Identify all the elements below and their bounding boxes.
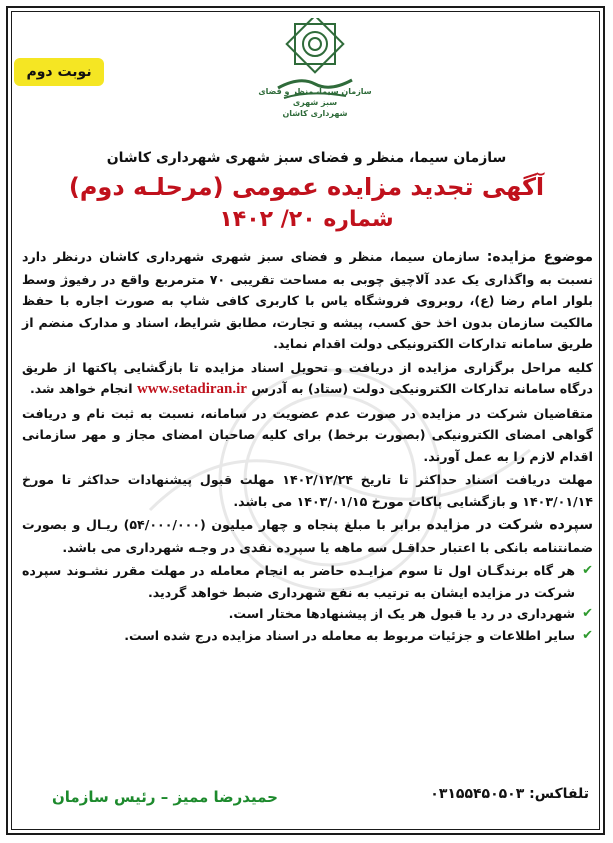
- list-item: [22, 625, 593, 647]
- fax-row: [430, 786, 589, 802]
- signature: حمیدرضا ممیز – رئیس سازمان: [52, 788, 278, 806]
- deposit-paragraph: [22, 514, 593, 558]
- bullet-text: هر گاه برندگـان اول تا سوم مزایـده حاضر به انجام معامله در مهلت مقرر نشـوند سپرده شرکت در مزایده ایشان به ترتیب به نفع شهرداری ضبط خواهد گردید.: [22, 563, 575, 600]
- subject-text: سازمان سیما، منظر و فضای سبز شهری شهرداری کاشان درنظر دارد نسبت به واگذاری یک عدد آلاچیق چوبی به مساحت تقریبی ۷۰ مترمربع واقع در رفیوژ وسط بلوار امام رضا (ع)، روبروی فروشگاه یاس با کاربری کافی شاپ به صورت اجاره با حفظ مالکیت سازمان بدون اخذ حق کسب، پیشه و تجارت، مطابق شرایط، اسناد و مدارک منضم از طریق سامانه تدارکات الکترونیکی دولت اقدام نماید.: [22, 249, 593, 351]
- check-icon: ✔: [582, 627, 593, 643]
- register-paragraph: متقاضیان شرکت در مزایده در صورت عدم عضویت در سامانه، نسبت به ثبت نام و دریافت گواهی امضای الکترونیکی (بصورت برخط) برای کلیه صاحبان امضای مجاز و مهر سازمانی اقدام لازم را به عمل آورند.: [22, 405, 593, 464]
- process-tail: انجام خواهد شد.: [29, 381, 137, 396]
- deposit-lead: سپرده شرکت در مزایده: [426, 517, 593, 533]
- fax-number: ۰۳۱۵۵۴۵۰۵۰۳: [430, 786, 525, 802]
- deposit-text: برابر با مبلغ پنجاه و چهار میلیون (۵۴/۰۰۰/۰۰۰) ریـال و بصورت ضمانتنامه بانکی با اعتبار حداقـل سه ماهه یا سپرده نقدی در وجـه شهرداری می باشد.: [22, 517, 593, 555]
- notice-number: شماره ۲۰/ ۱۴۰۲: [219, 207, 394, 232]
- subject-lead: موضوع مزایده:: [486, 249, 594, 265]
- logo-text: [250, 86, 380, 119]
- notice-body: [22, 246, 593, 646]
- subject-paragraph: [22, 246, 593, 355]
- check-icon: ✔: [582, 563, 593, 578]
- fax-label: تلفاکس:: [529, 786, 589, 802]
- organization-title: سازمان سیما، منظر و فضای سبز شهری شهرداری کاشان: [106, 150, 507, 166]
- round-badge: نوبت دوم: [14, 58, 104, 86]
- process-text: کلیه مراحل برگزاری مزایده از دریافت و تحویل اسناد مزایده تا بازگشایی پاکتها از طریق درگاه سامانه تدارکات الکترونیکی دولت (ستاد) به آدرس: [22, 359, 593, 396]
- headline: آگهی تجدید مزایده عمومی (مرحلـه دوم): [68, 173, 545, 201]
- logo-text-sub: شهرداری کاشان: [282, 109, 348, 118]
- logo-text-main: سازمان سیما، منظر و فضای سبز شهری: [258, 87, 372, 107]
- list-item: [22, 560, 593, 603]
- bullet-text: سایر اطلاعات و جزئیات مربوط به معامله در اسناد مزایده درج شده است.: [124, 627, 575, 643]
- deadline-paragraph: مهلت دریافت اسناد حداکثر تا تاریخ ۱۴۰۲/۱۲/۲۴ مهلت قبول پیشنهادات حداکثر تا مورخ ۱۴۰۳/۰۱/۱۴ و بازگشایی پاکات مورخ ۱۴۰۳/۰۱/۱۵ می باشد.: [22, 472, 593, 509]
- conditions-list: [22, 560, 593, 646]
- list-item: [22, 603, 593, 625]
- process-paragraph: [22, 357, 593, 401]
- bullet-text: شهرداری در رد یا قبول هر یک از پیشنهادها مختار است.: [228, 606, 575, 621]
- website-link[interactable]: www.setadiran.ir: [136, 381, 247, 397]
- check-icon: ✔: [582, 606, 593, 621]
